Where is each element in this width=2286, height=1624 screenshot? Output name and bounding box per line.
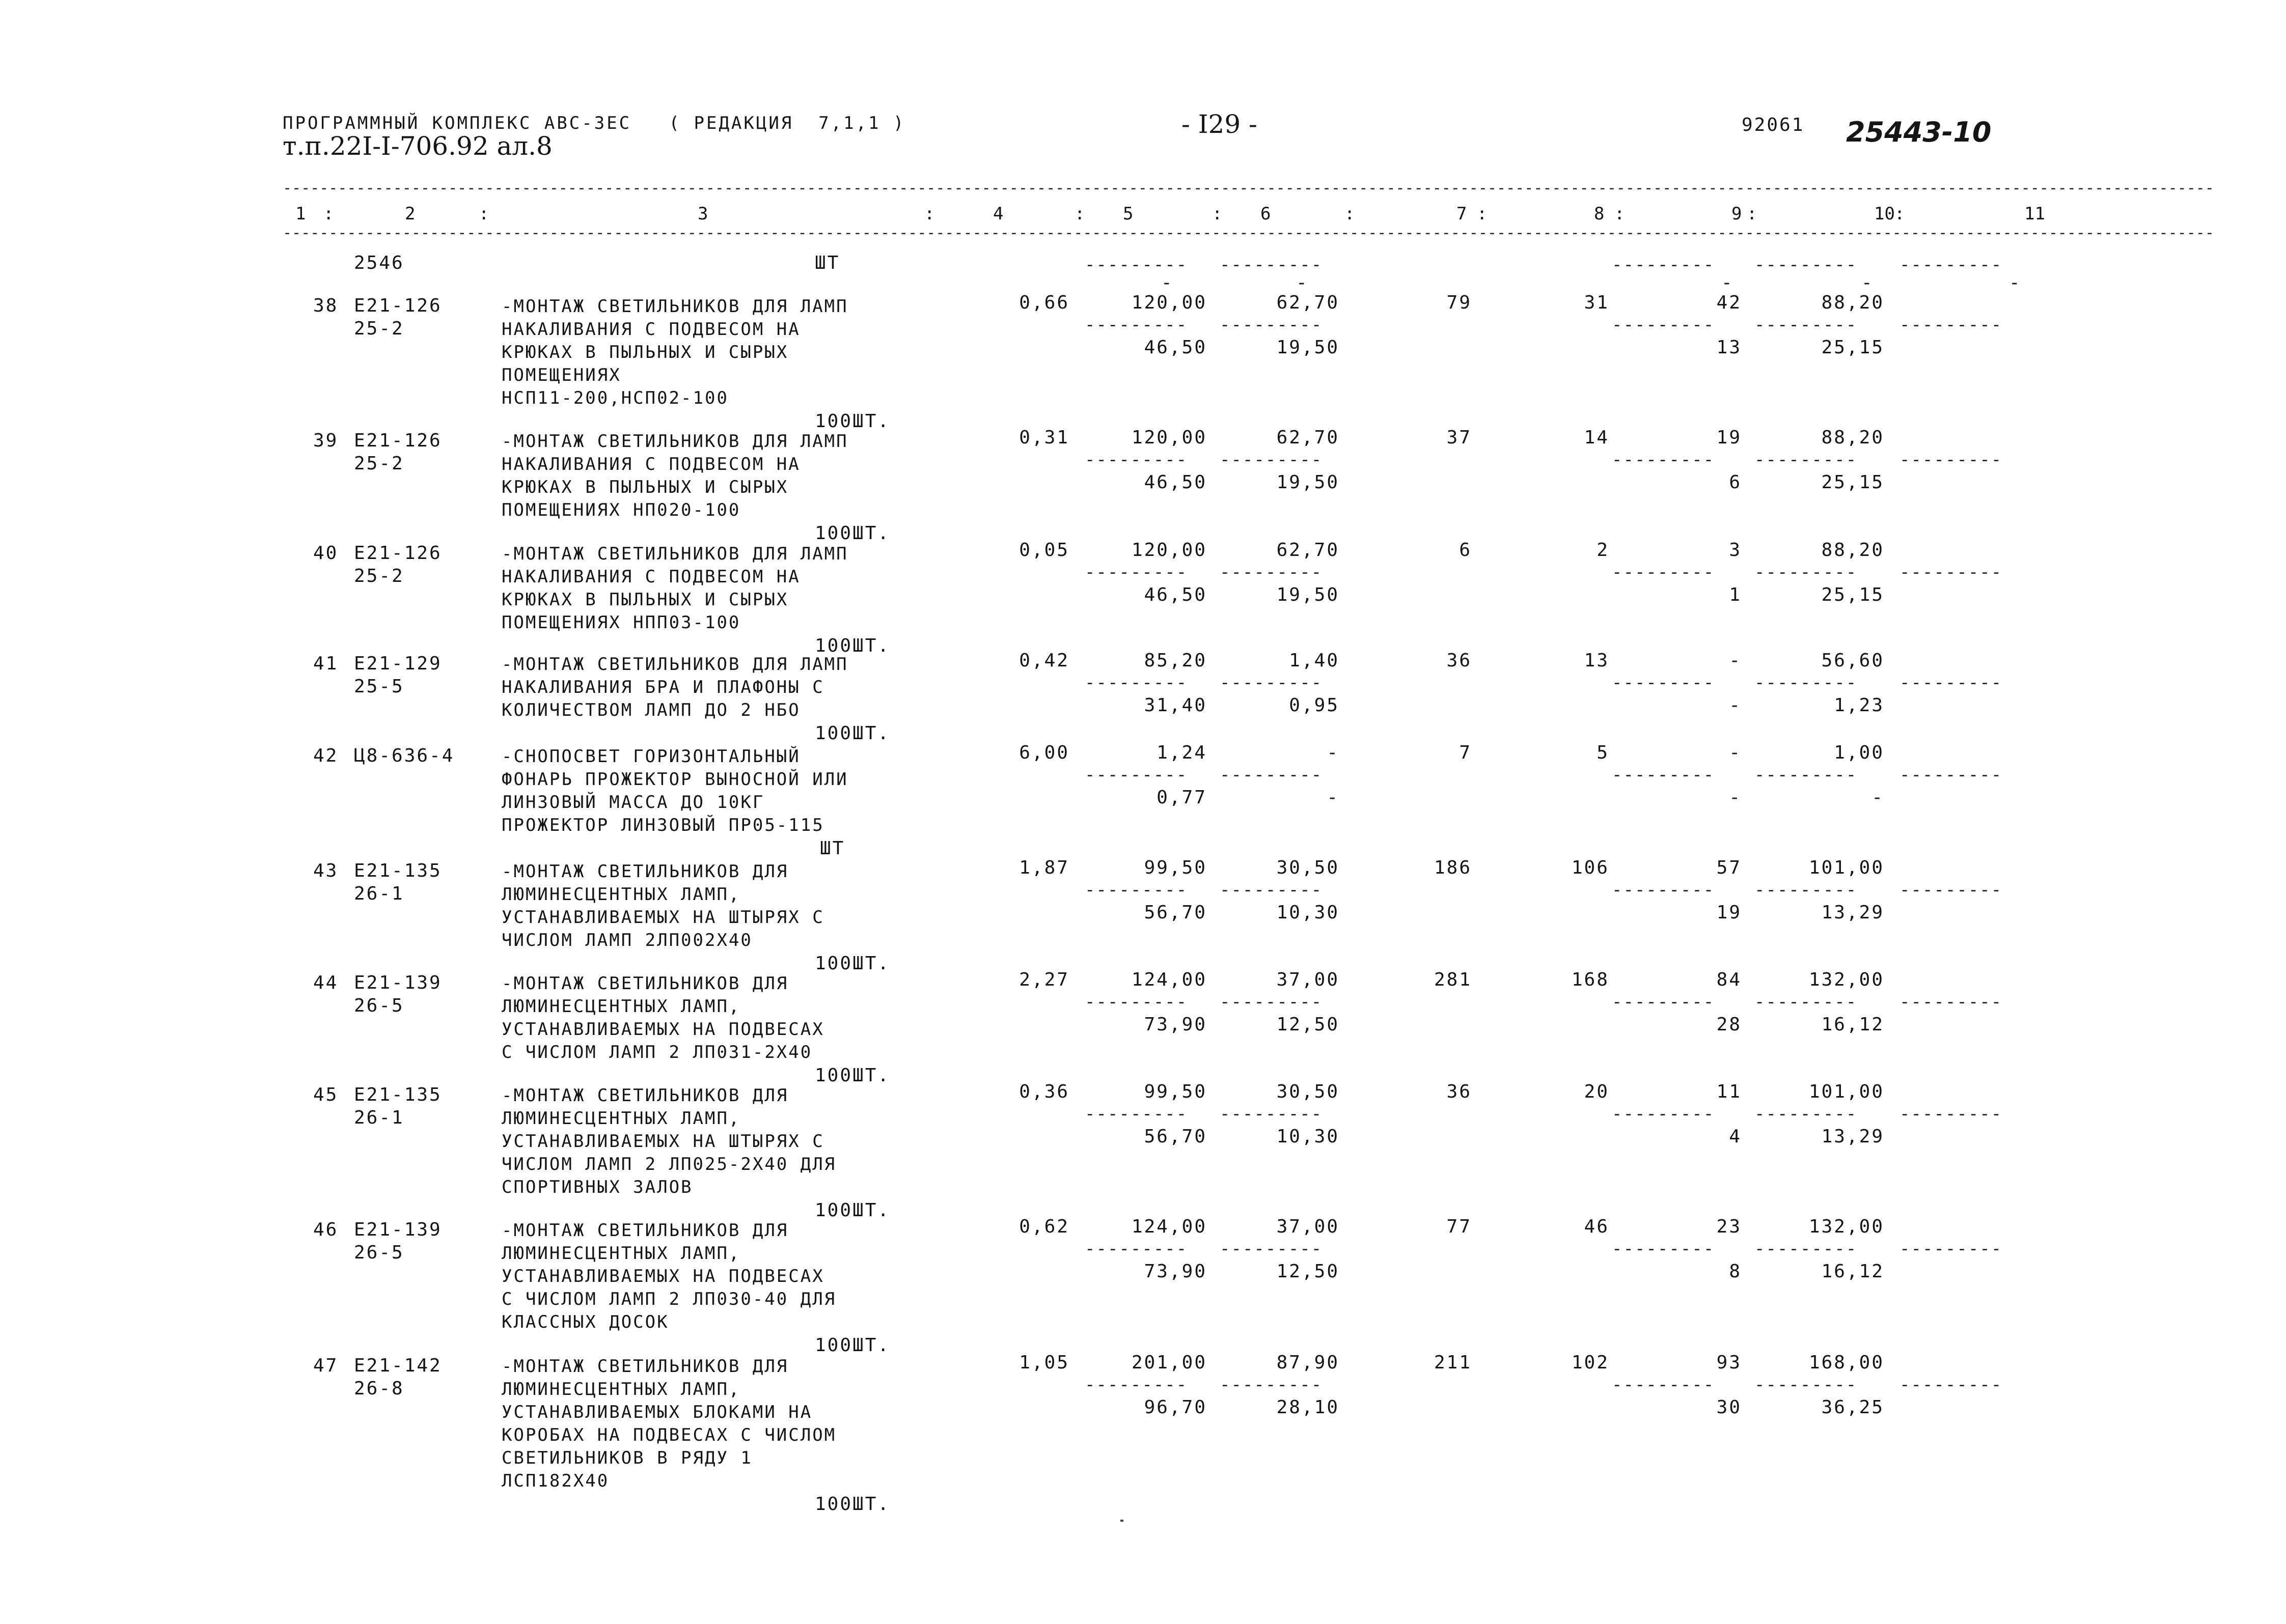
value-divider: --------- [1220, 765, 1323, 785]
column-separator: : [1614, 204, 1625, 224]
row-c5b-value: 46,50 [1144, 337, 1207, 358]
row-c10-value: 168,00 [1808, 1352, 1884, 1373]
row-description-line: С ЧИСЛОМ ЛАМП 2 ЛП030-40 ДЛЯ [502, 1289, 837, 1309]
row-c6b-value: 19,50 [1276, 584, 1339, 605]
row-c8-value: 102 [1571, 1352, 1609, 1373]
row-unit: 100ШТ. [815, 635, 891, 656]
row-description-line: НАКАЛИВАНИЯ С ПОДВЕСОМ НА [502, 319, 801, 340]
row-description-line: -МОНТАЖ СВЕТИЛЬНИКОВ ДЛЯ ЛАМП [502, 544, 848, 564]
row-description-line: ПОМЕЩЕНИЯХ НПП03-100 [502, 612, 741, 633]
row-description-line: ЛСП182Х40 [502, 1471, 610, 1491]
column-number-9: 9 [1731, 204, 1742, 224]
row-c4-value: 0,31 [1019, 427, 1069, 448]
row-c9-value: 3 [1729, 540, 1742, 561]
value-divider: --------- [1754, 1375, 1858, 1395]
row-c10b-value: 36,25 [1821, 1397, 1884, 1418]
value-divider: --------- [1899, 562, 2003, 582]
row-c6-value: 30,50 [1276, 1081, 1339, 1102]
column-separator: : [1894, 204, 1905, 224]
row-c10-value: 1,00 [1834, 742, 1884, 763]
row-c7-value: 7 [1459, 742, 1472, 763]
handwritten-number: 25443-10 [1846, 116, 1992, 148]
row-c6-value: 62,70 [1276, 540, 1339, 561]
value-divider: --------- [1085, 562, 1188, 582]
row-c7-value: 37 [1446, 427, 1472, 448]
row-c6-value: 37,00 [1276, 1216, 1339, 1237]
row-c9-value: 57 [1716, 857, 1742, 878]
row-c10b-value: 16,12 [1821, 1014, 1884, 1035]
row-c5b-value: 96,70 [1144, 1397, 1207, 1418]
row-c10-value: 101,00 [1808, 857, 1884, 878]
program-title: ПРОГРАММНЫЙ КОМПЛЕКС АВС-3ЕС ( РЕДАКЦИЯ 7,1,1 ) [283, 113, 906, 133]
row-c10-value: 132,00 [1808, 969, 1884, 990]
value-divider: --------- [1899, 450, 2003, 470]
value-divider: --------- [1220, 1375, 1323, 1395]
row-unit: ШТ [820, 838, 845, 859]
row-c4-value: 1,87 [1019, 857, 1069, 878]
row-c9b-value: 4 [1729, 1126, 1742, 1147]
row-c5-value: 201,00 [1131, 1352, 1207, 1373]
value-divider: --------- [1220, 673, 1323, 693]
row-c9-value: 11 [1716, 1081, 1742, 1102]
row-subcode: 25-2 [354, 318, 404, 339]
row-c10b-value: 13,29 [1821, 1126, 1884, 1147]
value-divider: --------- [1899, 255, 2003, 275]
row-c6-value: - [1327, 742, 1339, 763]
row-c6-value: 30,50 [1276, 857, 1339, 878]
row-c5b-value: 73,90 [1144, 1261, 1207, 1282]
row-unit: 100ШТ. [815, 1335, 891, 1356]
row-c7-value: 211 [1434, 1352, 1472, 1373]
row-unit: 100ШТ. [815, 953, 891, 974]
row-c9b-value: 19 [1716, 902, 1742, 923]
row-description-line: НСП11-200,НСП02-100 [502, 388, 729, 408]
value-divider: --------- [1899, 1375, 2003, 1395]
row-c10b-value: 13,29 [1821, 902, 1884, 923]
row-c10b-value: 25,15 [1821, 337, 1884, 358]
column-separator: : [323, 204, 334, 224]
row-c6-value: 1,40 [1289, 650, 1339, 671]
row-c6-value: 62,70 [1276, 427, 1339, 448]
row-description-line: КРЮКАХ В ПЫЛЬНЫХ И СЫРЫХ [502, 477, 789, 497]
row-description-line: КОРОБАХ НА ПОДВЕСАХ С ЧИСЛОМ [502, 1425, 837, 1445]
row-description-line: -МОНТАЖ СВЕТИЛЬНИКОВ ДЛЯ ЛАМП [502, 654, 848, 675]
row-c8-value: 14 [1584, 427, 1609, 448]
row-code: Е21-135 [354, 860, 442, 881]
row-c9-value: 23 [1716, 1216, 1742, 1237]
row-code: Е21-126 [354, 430, 442, 451]
value-divider: --------- [1085, 1239, 1188, 1259]
column-separator: : [1075, 204, 1085, 224]
row-c6b-value: 10,30 [1276, 902, 1339, 923]
row-description-line: -МОНТАЖ СВЕТИЛЬНИКОВ ДЛЯ [502, 861, 789, 882]
row-c9-value: - [1729, 742, 1742, 763]
column-number-7: 7 [1456, 204, 1467, 224]
row-c7-value: 36 [1446, 1081, 1472, 1102]
row-c6b-value: 10,30 [1276, 1126, 1339, 1147]
row-description-line: КЛАССНЫХ ДОСОК [502, 1312, 669, 1332]
row-description-line: ЧИСЛОМ ЛАМП 2 ЛП025-2Х40 ДЛЯ [502, 1154, 837, 1174]
value-divider: --------- [1612, 450, 1715, 470]
document-code: 92061 [1742, 115, 1805, 135]
value-divider: --------- [1220, 992, 1323, 1012]
value-divider: --------- [1612, 765, 1715, 785]
row-description-line: УСТАНАВЛИВАЕМЫХ НА ПОДВЕСАХ [502, 1266, 824, 1286]
row-description-line: ЛЮМИНЕСЦЕНТНЫХ ЛАМП, [502, 884, 741, 905]
value-divider: --------- [1085, 992, 1188, 1012]
dash-mark: - [1861, 272, 1874, 293]
row-c5-value: 124,00 [1131, 969, 1207, 990]
row-code: Е21-139 [354, 972, 442, 993]
row-description-line: ФОНАРЬ ПРОЖЕКТОР ВЫНОСНОЙ ИЛИ [502, 769, 848, 790]
column-separator: : [1477, 204, 1488, 224]
column-number-11: 11 [2024, 204, 2045, 224]
value-divider: --------- [1085, 255, 1188, 275]
row-description-line: ПОМЕЩЕНИЯХ [502, 365, 621, 385]
row-c6b-value: - [1327, 787, 1339, 808]
pre-row-code: 2546 [354, 253, 404, 273]
row-c9b-value: 13 [1716, 337, 1742, 358]
row-c6-value: 87,90 [1276, 1352, 1339, 1373]
column-number-10: 10 [1874, 204, 1895, 224]
value-divider: --------- [1754, 1239, 1858, 1259]
value-divider: --------- [1754, 880, 1858, 900]
row-c9b-value: - [1729, 787, 1742, 808]
scan-speck [1120, 1520, 1123, 1522]
row-c9-value: 93 [1716, 1352, 1742, 1373]
row-number: 46 [313, 1219, 339, 1240]
column-separator: : [1747, 204, 1757, 224]
value-divider: --------- [1754, 673, 1858, 693]
project-code: т.п.22I-I-706.92 ал.8 [283, 131, 553, 161]
row-number: 41 [313, 653, 339, 674]
dash-mark: - [1296, 272, 1309, 293]
value-divider: --------- [1220, 880, 1323, 900]
row-subcode: 26-1 [354, 883, 404, 904]
row-c5-value: 120,00 [1131, 292, 1207, 313]
row-unit: 100ШТ. [815, 1494, 891, 1515]
row-c6-value: 62,70 [1276, 292, 1339, 313]
row-c9b-value: 28 [1716, 1014, 1742, 1035]
value-divider: --------- [1220, 255, 1323, 275]
row-c10-value: 88,20 [1821, 540, 1884, 561]
row-number: 44 [313, 972, 339, 993]
row-c5b-value: 46,50 [1144, 472, 1207, 493]
row-c9-value: 42 [1716, 292, 1742, 313]
value-divider: --------- [1899, 1104, 2003, 1124]
row-number: 39 [313, 430, 339, 451]
row-unit: 100ШТ. [815, 411, 891, 432]
row-c5-value: 99,50 [1144, 857, 1207, 878]
row-c5-value: 99,50 [1144, 1081, 1207, 1102]
value-divider: --------- [1899, 880, 2003, 900]
value-divider: --------- [1612, 673, 1715, 693]
row-number: 42 [313, 745, 339, 766]
row-c5-value: 120,00 [1131, 427, 1207, 448]
row-c9b-value: 30 [1716, 1397, 1742, 1418]
row-description-line: СПОРТИВНЫХ ЗАЛОВ [502, 1177, 693, 1197]
row-c10b-value: 1,23 [1834, 695, 1884, 716]
value-divider: --------- [1612, 562, 1715, 582]
row-description-line: ЛИНЗОВЫЙ МАССА ДО 10КГ [502, 792, 765, 813]
row-c10-value: 56,60 [1821, 650, 1884, 671]
value-divider: --------- [1754, 1104, 1858, 1124]
column-number-6: 6 [1260, 204, 1271, 224]
row-description-line: КОЛИЧЕСТВОМ ЛАМП ДО 2 НБО [502, 700, 801, 720]
row-description-line: КРЮКАХ В ПЫЛЬНЫХ И СЫРЫХ [502, 590, 789, 610]
row-c4-value: 0,36 [1019, 1081, 1069, 1102]
value-divider: --------- [1220, 450, 1323, 470]
column-number-3: 3 [698, 204, 708, 224]
row-number: 43 [313, 860, 339, 881]
row-c5b-value: 56,70 [1144, 902, 1207, 923]
row-number: 40 [313, 543, 339, 564]
row-subcode: 26-5 [354, 1242, 404, 1263]
row-c6b-value: 19,50 [1276, 472, 1339, 493]
value-divider: --------- [1085, 765, 1188, 785]
value-divider: --------- [1085, 1375, 1188, 1395]
row-c5b-value: 73,90 [1144, 1014, 1207, 1035]
row-c8-value: 5 [1596, 742, 1609, 763]
dash-mark: - [1721, 272, 1734, 293]
value-divider: --------- [1754, 562, 1858, 582]
row-c5b-value: 31,40 [1144, 695, 1207, 716]
row-c6b-value: 19,50 [1276, 337, 1339, 358]
column-number-1: 1 [295, 204, 306, 224]
row-c5-value: 85,20 [1144, 650, 1207, 671]
value-divider: --------- [1612, 880, 1715, 900]
value-divider: --------- [1085, 880, 1188, 900]
row-c9b-value: 1 [1729, 584, 1742, 605]
row-description-line: -МОНТАЖ СВЕТИЛЬНИКОВ ДЛЯ [502, 973, 789, 994]
value-divider: --------- [1899, 315, 2003, 335]
row-c5-value: 1,24 [1156, 742, 1207, 763]
row-c9b-value: 8 [1729, 1261, 1742, 1282]
row-c4-value: 0,42 [1019, 650, 1069, 671]
row-code: Е21-135 [354, 1084, 442, 1105]
row-subcode: 25-2 [354, 453, 404, 474]
row-description-line: ЛЮМИНЕСЦЕНТНЫХ ЛАМП, [502, 1379, 741, 1399]
row-c9-value: 19 [1716, 427, 1742, 448]
row-c5b-value: 46,50 [1144, 584, 1207, 605]
row-c5b-value: 56,70 [1144, 1126, 1207, 1147]
row-unit: 100ШТ. [815, 1200, 891, 1221]
value-divider: --------- [1220, 1239, 1323, 1259]
row-description-line: СВЕТИЛЬНИКОВ В РЯДУ 1 [502, 1448, 753, 1468]
row-description-line: ЛЮМИНЕСЦЕНТНЫХ ЛАМП, [502, 996, 741, 1017]
row-description-line: УСТАНАВЛИВАЕМЫХ НА ПОДВЕСАХ [502, 1019, 824, 1040]
row-description-line: УСТАНАВЛИВАЕМЫХ НА ШТЫРЯХ С [502, 907, 824, 928]
row-subcode: 25-2 [354, 566, 404, 586]
row-c5-value: 124,00 [1131, 1216, 1207, 1237]
value-divider: --------- [1754, 450, 1858, 470]
pre-row-unit: ШТ [815, 253, 840, 273]
value-divider: --------- [1220, 1104, 1323, 1124]
row-c6-value: 37,00 [1276, 969, 1339, 990]
value-divider: --------- [1085, 450, 1188, 470]
row-subcode: 26-8 [354, 1378, 404, 1399]
row-description-line: УСТАНАВЛИВАЕМЫХ БЛОКАМИ НА [502, 1402, 813, 1422]
rule-top: ------------------------------------------------------------------------------------------------------------------------------------------------------------------------------------------------------------------ [283, 179, 2214, 197]
row-unit: 100ШТ. [815, 723, 891, 744]
value-divider: --------- [1754, 315, 1858, 335]
value-divider: --------- [1220, 315, 1323, 335]
value-divider: --------- [1612, 255, 1715, 275]
value-divider: --------- [1899, 673, 2003, 693]
row-c4-value: 0,66 [1019, 292, 1069, 313]
row-subcode: 26-5 [354, 995, 404, 1016]
row-c8-value: 106 [1571, 857, 1609, 878]
row-c8-value: 13 [1584, 650, 1609, 671]
row-description-line: ПОМЕЩЕНИЯХ НП020-100 [502, 500, 741, 520]
row-description-line: -МОНТАЖ СВЕТИЛЬНИКОВ ДЛЯ ЛАМП [502, 296, 848, 317]
row-c10-value: 88,20 [1821, 427, 1884, 448]
row-code: Е21-126 [354, 295, 442, 316]
row-c7-value: 281 [1434, 969, 1472, 990]
row-subcode: 26-1 [354, 1107, 404, 1128]
dash-mark: - [2009, 272, 2022, 293]
value-divider: --------- [1754, 255, 1858, 275]
row-unit: 100ШТ. [815, 523, 891, 544]
value-divider: --------- [1085, 673, 1188, 693]
row-description-line: -МОНТАЖ СВЕТИЛЬНИКОВ ДЛЯ [502, 1220, 789, 1241]
row-number: 45 [313, 1084, 339, 1105]
value-divider: --------- [1754, 992, 1858, 1012]
value-divider: --------- [1612, 1239, 1715, 1259]
row-c4-value: 0,62 [1019, 1216, 1069, 1237]
column-separator: : [1212, 204, 1223, 224]
row-c9-value: 84 [1716, 969, 1742, 990]
row-c9b-value: 6 [1729, 472, 1742, 493]
row-c4-value: 1,05 [1019, 1352, 1069, 1373]
row-code: Е21-142 [354, 1355, 442, 1376]
row-number: 38 [313, 295, 339, 316]
row-code: Е21-139 [354, 1219, 442, 1240]
row-c4-value: 0,05 [1019, 540, 1069, 561]
row-description-line: КРЮКАХ В ПЫЛЬНЫХ И СЫРЫХ [502, 342, 789, 362]
row-description-line: -СНОПОСВЕТ ГОРИЗОНТАЛЬНЫЙ [502, 746, 801, 767]
row-c10b-value: 16,12 [1821, 1261, 1884, 1282]
value-divider: --------- [1899, 765, 2003, 785]
row-c10b-value: - [1871, 787, 1884, 808]
row-c6b-value: 12,50 [1276, 1014, 1339, 1035]
value-divider: --------- [1899, 1239, 2003, 1259]
column-number-5: 5 [1123, 204, 1134, 224]
row-c10b-value: 25,15 [1821, 584, 1884, 605]
row-description-line: НАКАЛИВАНИЯ С ПОДВЕСОМ НА [502, 454, 801, 474]
row-c9-value: - [1729, 650, 1742, 671]
row-number: 47 [313, 1355, 339, 1376]
column-number-4: 4 [993, 204, 1004, 224]
value-divider: --------- [1612, 1104, 1715, 1124]
row-description-line: ЧИСЛОМ ЛАМП 2ЛП002Х40 [502, 930, 753, 950]
row-c7-value: 77 [1446, 1216, 1472, 1237]
column-separator: : [924, 204, 935, 224]
row-c10-value: 132,00 [1808, 1216, 1884, 1237]
value-divider: --------- [1220, 562, 1323, 582]
column-separator: : [1344, 204, 1355, 224]
value-divider: --------- [1085, 315, 1188, 335]
row-c7-value: 79 [1446, 292, 1472, 313]
row-c8-value: 31 [1584, 292, 1609, 313]
row-c7-value: 186 [1434, 857, 1472, 878]
row-c9b-value: - [1729, 695, 1742, 716]
row-description-line: ЛЮМИНЕСЦЕНТНЫХ ЛАМП, [502, 1243, 741, 1264]
row-c8-value: 2 [1596, 540, 1609, 561]
row-subcode: 25-5 [354, 676, 404, 697]
row-c10-value: 88,20 [1821, 292, 1884, 313]
row-description-line: ПРОЖЕКТОР ЛИНЗОВЫЙ ПР05-115 [502, 815, 824, 835]
row-c7-value: 36 [1446, 650, 1472, 671]
value-divider: --------- [1754, 765, 1858, 785]
row-description-line: УСТАНАВЛИВАЕМЫХ НА ШТЫРЯХ С [502, 1131, 824, 1152]
row-description-line: -МОНТАЖ СВЕТИЛЬНИКОВ ДЛЯ [502, 1356, 789, 1377]
row-c7-value: 6 [1459, 540, 1472, 561]
row-c10-value: 101,00 [1808, 1081, 1884, 1102]
row-code: Е21-126 [354, 543, 442, 564]
row-c10b-value: 25,15 [1821, 472, 1884, 493]
column-separator: : [479, 204, 489, 224]
dash-mark: - [1161, 272, 1174, 293]
column-number-2: 2 [405, 204, 416, 224]
page-number: - I29 - [1181, 109, 1257, 139]
row-c4-value: 2,27 [1019, 969, 1069, 990]
row-description-line: НАКАЛИВАНИЯ С ПОДВЕСОМ НА [502, 567, 801, 587]
value-divider: --------- [1612, 315, 1715, 335]
row-code: Е21-129 [354, 653, 442, 674]
row-c6b-value: 28,10 [1276, 1397, 1339, 1418]
value-divider: --------- [1612, 992, 1715, 1012]
rule-below-header: ------------------------------------------------------------------------------------------------------------------------------------------------------------------------------------------------------------------ [283, 224, 2214, 242]
row-description-line: С ЧИСЛОМ ЛАМП 2 ЛП031-2Х40 [502, 1042, 813, 1062]
row-description-line: -МОНТАЖ СВЕТИЛЬНИКОВ ДЛЯ [502, 1085, 789, 1106]
value-divider: --------- [1085, 1104, 1188, 1124]
row-c5-value: 120,00 [1131, 540, 1207, 561]
column-number-8: 8 [1594, 204, 1605, 224]
row-description-line: ЛЮМИНЕСЦЕНТНЫХ ЛАМП, [502, 1108, 741, 1129]
row-c8-value: 20 [1584, 1081, 1609, 1102]
row-c8-value: 168 [1571, 969, 1609, 990]
row-c4-value: 6,00 [1019, 742, 1069, 763]
row-c6b-value: 0,95 [1289, 695, 1339, 716]
row-c8-value: 46 [1584, 1216, 1609, 1237]
row-description-line: -МОНТАЖ СВЕТИЛЬНИКОВ ДЛЯ ЛАМП [502, 431, 848, 452]
row-code: Ц8-636-4 [354, 745, 455, 766]
row-unit: 100ШТ. [815, 1065, 891, 1086]
value-divider: --------- [1899, 992, 2003, 1012]
row-description-line: НАКАЛИВАНИЯ БРА И ПЛАФОНЫ С [502, 677, 824, 697]
value-divider: --------- [1612, 1375, 1715, 1395]
row-c5b-value: 0,77 [1156, 787, 1207, 808]
row-c6b-value: 12,50 [1276, 1261, 1339, 1282]
